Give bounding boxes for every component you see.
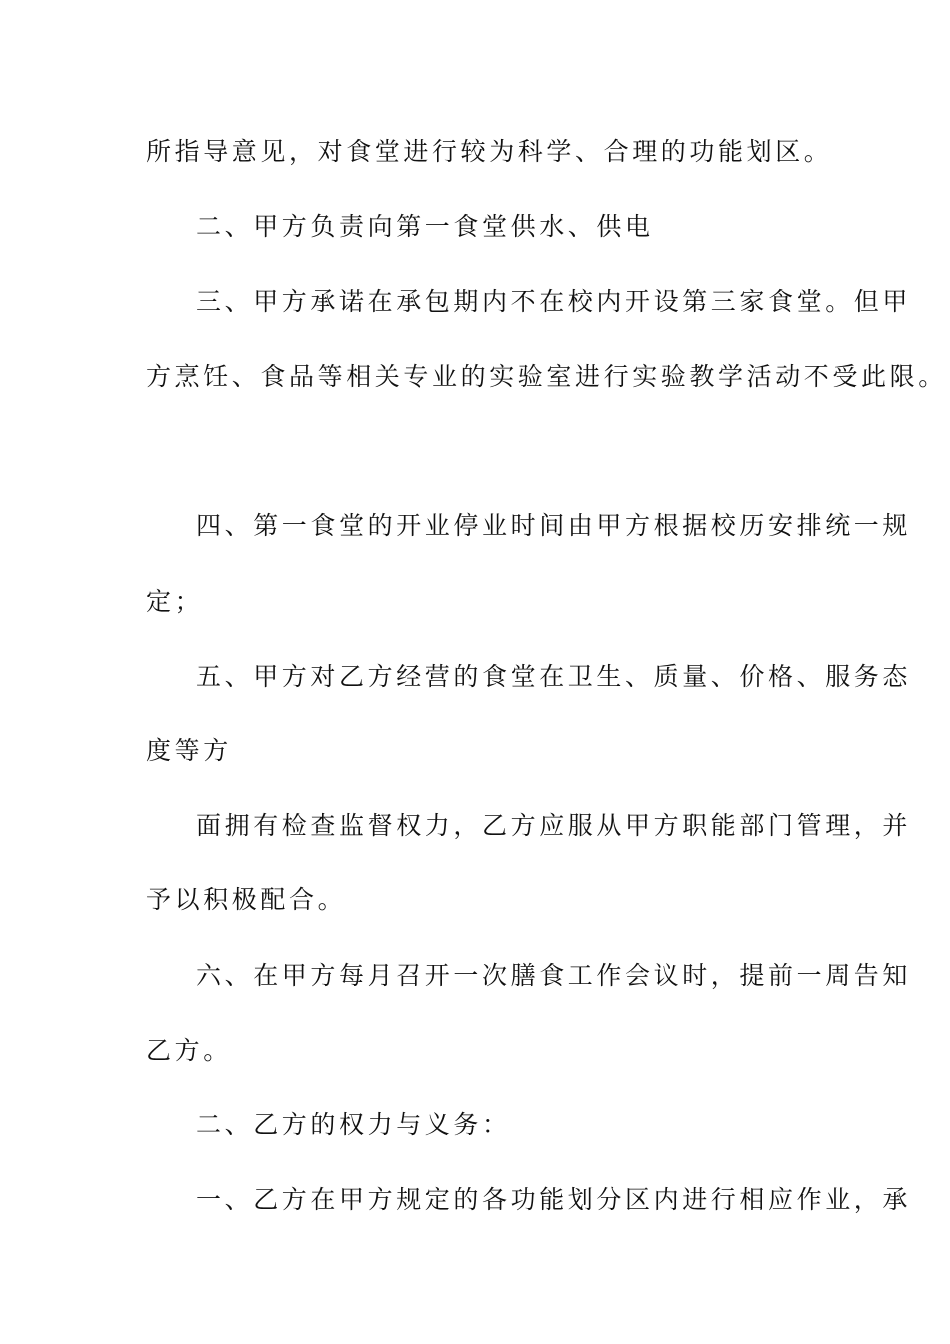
text-line: 予以积极配合。 xyxy=(146,885,347,914)
clause-heading: 四、第一食堂的开业停业时间由甲方根据校历安排统一规 xyxy=(196,511,912,540)
clause-heading: 六、在甲方每月召开一次膳食工作会议时，提前一周告知 xyxy=(196,961,912,990)
text-line: 定； xyxy=(146,587,204,616)
text-line: 所指导意见，对食堂进行较为科学、合理的功能划区。 xyxy=(146,137,833,166)
clause-heading: 五、甲方对乙方经营的食堂在卫生、质量、价格、服务态 xyxy=(196,662,912,691)
section-heading: 二、乙方的权力与义务： xyxy=(196,1110,511,1139)
text-line: 面拥有检查监督权力，乙方应服从甲方职能部门管理，并 xyxy=(196,811,912,840)
clause-heading: 一、乙方在甲方规定的各功能划分区内进行相应作业，承 xyxy=(196,1185,912,1214)
clause-heading: 二、甲方负责向第一食堂供水、供电 xyxy=(196,212,654,241)
text-line: 度等方 xyxy=(146,736,232,765)
clause-heading: 三、甲方承诺在承包期内不在校内开设第三家食堂。但甲 xyxy=(196,287,912,316)
text-line: 乙方。 xyxy=(146,1036,232,1065)
text-line: 方烹饪、食品等相关专业的实验室进行实验教学活动不受此限。 xyxy=(146,362,947,391)
